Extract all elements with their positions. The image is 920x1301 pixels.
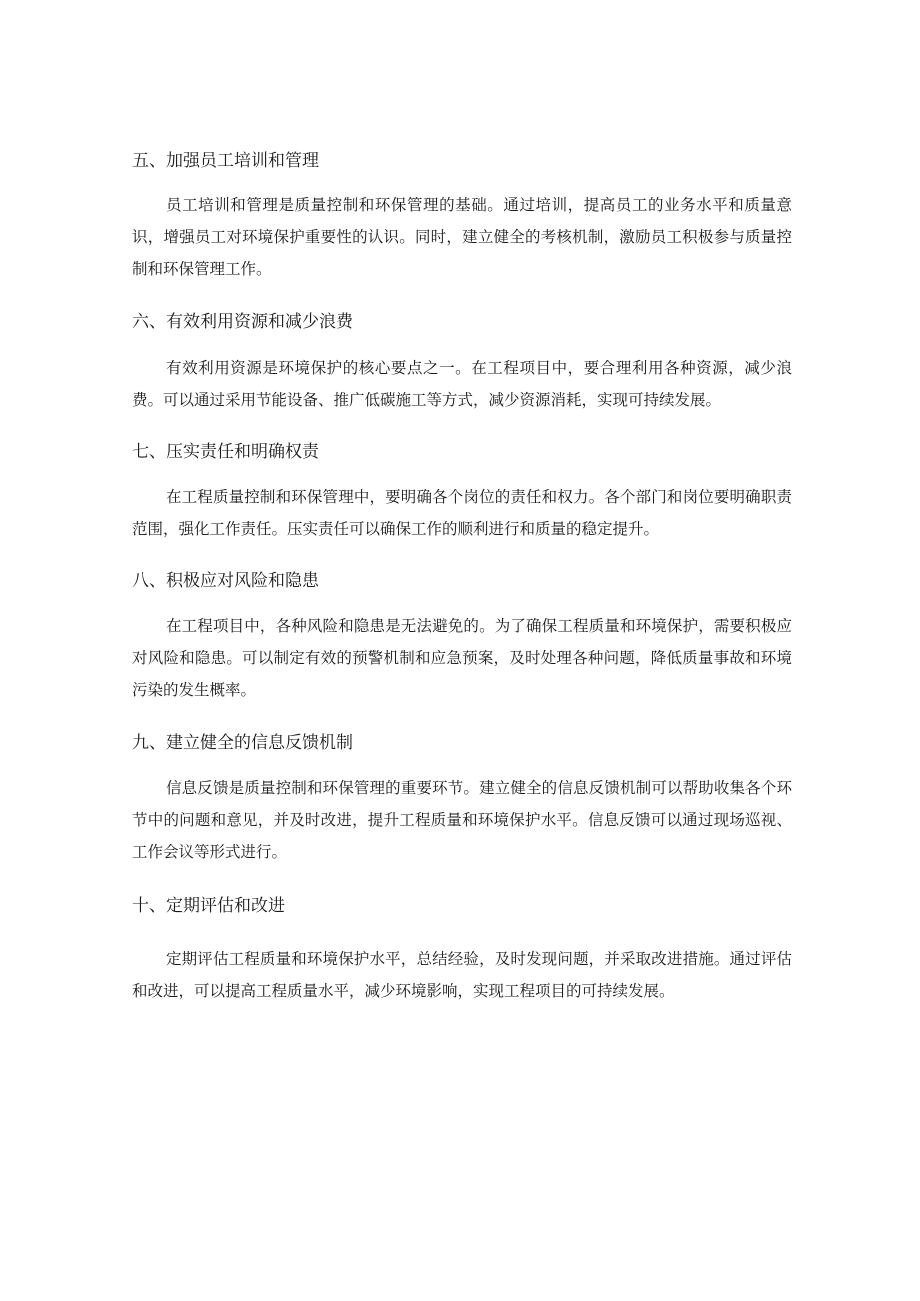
section-heading: 六、有效利用资源和减少浪费 xyxy=(132,312,353,332)
section-heading: 九、建立健全的信息反馈机制 xyxy=(132,733,353,753)
section-heading: 五、加强员工培训和管理 xyxy=(132,151,319,171)
section-paragraph: 在工程质量控制和环保管理中，要明确各个岗位的责任和权力。各个部门和岗位要明确职责范围，强化工作责任。压实责任可以确保工作的顺利进行和质量的稳定提升。 xyxy=(132,488,792,538)
section-risk-response xyxy=(132,568,792,706)
section-paragraph: 在工程项目中，各种风险和隐患是无法避免的。为了确保工程质量和环境保护，需要积极应对风险和隐患。可以制定有效的预警机制和应急预案，及时处理各种问题，降低质量事故和环境污染的发生概率。 xyxy=(132,617,792,699)
section-evaluation xyxy=(132,893,792,1007)
section-heading: 八、积极应对风险和隐患 xyxy=(132,571,319,591)
section-responsibility xyxy=(132,439,792,545)
section-feedback-mechanism xyxy=(132,730,792,868)
section-staff-training xyxy=(132,148,792,285)
document-page xyxy=(132,148,792,1007)
section-resource-use xyxy=(132,309,792,416)
section-paragraph: 员工培训和管理是质量控制和环保管理的基础。通过培训，提高员工的业务水平和质量意识，增强员工对环境保护重要性的认识。同时，建立健全的考核机制，激励员工积极参与质量控制和环保管理工作。 xyxy=(132,196,792,278)
section-heading: 七、压实责任和明确权责 xyxy=(132,442,319,462)
section-paragraph: 定期评估工程质量和环境保护水平，总结经验，及时发现问题，并采取改进措施。通过评估和改进，可以提高工程质量水平，减少环境影响，实现工程项目的可持续发展。 xyxy=(132,950,792,1000)
section-paragraph: 信息反馈是质量控制和环保管理的重要环节。建立健全的信息反馈机制可以帮助收集各个环节中的问题和意见，并及时改进，提升工程质量和环境保护水平。信息反馈可以通过现场巡视、工作会议等形式进行。 xyxy=(132,779,792,861)
section-paragraph: 有效利用资源是环境保护的核心要点之一。在工程项目中，要合理利用各种资源，减少浪费。可以通过采用节能设备、推广低碳施工等方式，减少资源消耗，实现可持续发展。 xyxy=(132,359,792,409)
section-heading: 十、定期评估和改进 xyxy=(132,896,285,916)
